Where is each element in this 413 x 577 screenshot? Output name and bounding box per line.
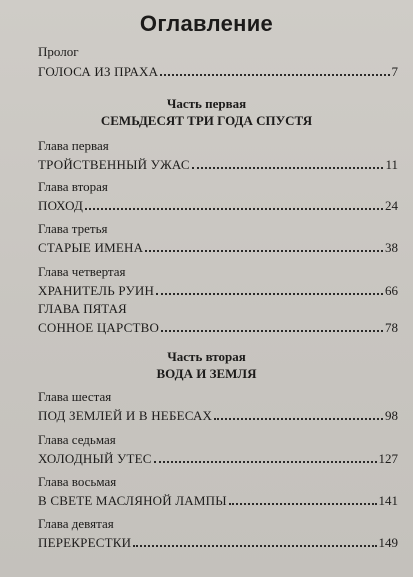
toc-entry-chapter-5 [38,320,398,335]
page-number: 78 [385,320,398,335]
entry-title: СТАРЫЕ ИМЕНА [38,240,144,255]
toc-entry-chapter-8 [38,493,398,508]
part-2-label: Часть вторая [167,349,246,364]
toc-entry-chapter-4 [38,283,398,298]
toc-entry-chapter-9 [38,535,398,550]
toc-entry-chapter-7 [38,451,398,466]
toc-entry-prologue [38,64,398,79]
part-1-label: Часть первая [166,96,247,111]
toc-entry-chapter-1 [38,157,398,172]
dot-leader [214,418,383,420]
entry-title: ГОЛОСА ИЗ ПРАХА [38,64,159,79]
page-number: 66 [385,283,398,298]
page-number: 24 [385,198,398,213]
chapter-1-label: Глава первая [38,138,109,153]
page-number: 149 [378,535,398,550]
toc-entry-chapter-3 [38,240,398,255]
chapter-8-label: Глава восьмая [38,474,117,489]
entry-title: ХРАНИТЕЛЬ РУИН [38,283,155,298]
part-1-title: СЕМЬДЕСЯТ ТРИ ГОДА СПУСТЯ [100,113,313,128]
page-number: 141 [378,493,398,508]
chapter-9-label: Глава девятая [38,516,114,531]
dot-leader [133,545,376,547]
entry-title: В СВЕТЕ МАСЛЯНОЙ ЛАМПЫ [38,493,227,508]
entry-title: ПОХОД [38,198,84,213]
page-number: 98 [385,408,398,423]
page-number: 38 [385,240,398,255]
page-number: 127 [378,451,398,466]
chapter-4-label: Глава четвертая [38,264,126,279]
dot-leader [154,461,377,463]
entry-title: ТРОЙСТВЕННЫЙ УЖАС [38,157,190,172]
part-2-title: ВОДА И ЗЕМЛЯ [156,366,257,381]
dot-leader [229,503,377,505]
page-number: 11 [385,157,398,172]
entry-title: ПОД ЗЕМЛЕЙ И В НЕБЕСАХ [38,408,213,423]
dot-leader [156,293,383,295]
chapter-6-label: Глава шестая [38,389,112,404]
toc-entry-chapter-6 [38,408,398,423]
page-title: Оглавление [139,11,274,36]
dot-leader [145,250,383,252]
prologue-label: Пролог [38,44,79,59]
dot-leader [160,74,389,76]
chapter-3-label: Глава третья [38,221,108,236]
dot-leader [192,167,384,169]
page-number: 7 [391,64,398,79]
dot-leader [161,330,383,332]
entry-title: ХОЛОДНЫЙ УТЕС [38,451,152,466]
dot-leader [85,208,383,210]
chapter-2-label: Глава вторая [38,179,108,194]
toc-entry-chapter-2 [38,198,398,213]
chapter-5-label: ГЛАВА ПЯТАЯ [38,301,127,316]
entry-title: СОННОЕ ЦАРСТВО [38,320,160,335]
entry-title: ПЕРЕКРЕСТКИ [38,535,132,550]
chapter-7-label: Глава седьмая [38,432,116,447]
